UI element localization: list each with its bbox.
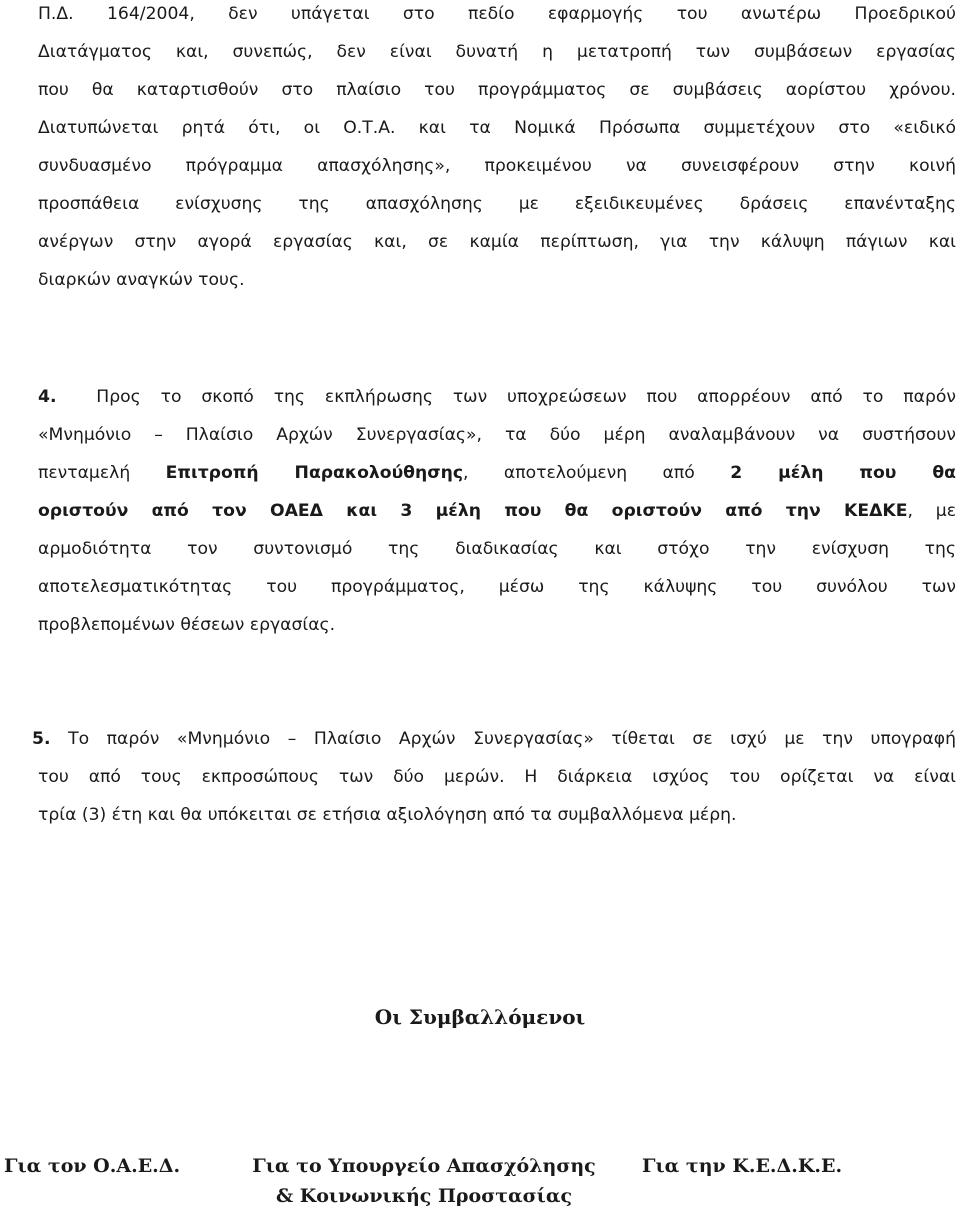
- bold-run: οριστούν από τον ΟΑΕΔ και 3 μέλη που θα οριστούν από την ΚΕΔΚΕ: [38, 501, 908, 521]
- text-line: αρμοδιότητα τον συντονισμό της διαδικασίας και στόχο την ενίσχυση της: [38, 539, 956, 559]
- text-run: Προς το σκοπό της εκπλήρωσης των υποχρεώσεων που απορρέουν από το παρόν: [96, 387, 956, 407]
- text-line: συνδυασμένο πρόγραμμα απασχόλησης», προκειμένου να συνεισφέρουν στην κοινή: [38, 156, 956, 176]
- bold-run: 2 μέλη που θα: [730, 463, 956, 483]
- text-line: του από τους εκπροσώπους των δύο μερών. Η διάρκεια ισχύος του ορίζεται να είναι: [38, 767, 956, 787]
- text-line: διαρκών αναγκών τους.: [38, 270, 245, 290]
- text-line: [38, 492, 956, 530]
- text-line: [38, 454, 956, 492]
- paragraph-number: 4.: [38, 387, 57, 407]
- text-line: Π.Δ. 164/2004, δεν υπάγεται στο πεδίο εφαρμογής του ανωτέρω Προεδρικού: [38, 4, 956, 24]
- text-line: που θα καταρτισθούν στο πλαίσιο του προγράμματος σε συμβάσεις αορίστου χρόνου.: [38, 80, 956, 100]
- text-line: Διατυπώνεται ρητά ότι, οι Ο.Τ.Α. και τα Νομικά Πρόσωπα συμμετέχουν στο «ειδικό: [38, 118, 956, 138]
- text-line: προσπάθεια ενίσχυσης της απασχόλησης με εξειδικευμένες δράσεις επανένταξης: [38, 194, 956, 214]
- text-line: Διατάγματος και, συνεπώς, δεν είναι δυνατή η μετατροπή των συμβάσεων εργασίας: [38, 42, 956, 62]
- text-line: ανέργων στην αγορά εργασίας και, σε καμία περίπτωση, για την κάλυψη πάγιων και: [38, 232, 956, 252]
- signature-ministry-line2: & Κοινωνικής Προστασίας: [275, 1185, 573, 1207]
- text-line: [32, 720, 956, 758]
- text-run: , με: [907, 501, 956, 521]
- text-run: Το παρόν «Μνημόνιο – Πλαίσιο Αρχών Συνεργασίας» τίθεται σε ισχύ με την υπογραφή: [68, 729, 956, 749]
- paragraph-4: [38, 378, 956, 644]
- closing-heading: Οι Συμβαλλόμενοι: [374, 1005, 586, 1029]
- signature-oaed: Για τον Ο.Α.Ε.Δ.: [4, 1155, 181, 1177]
- paragraph-5: [32, 720, 956, 834]
- signature-ministry-line1: Για το Υπουργείο Απασχόλησης: [252, 1155, 596, 1177]
- text-line: τρία (3) έτη και θα υπόκειται σε ετήσια αξιολόγηση από τα συμβαλλόμενα μέρη.: [38, 805, 737, 825]
- committee-name: Επιτροπή Παρακολούθησης: [165, 463, 464, 483]
- text-line: [38, 378, 956, 416]
- paragraph-intro: [38, 0, 956, 299]
- text-line: «Μνημόνιο – Πλαίσιο Αρχών Συνεργασίας», τα δύο μέρη αναλαμβάνουν να συστήσουν: [38, 425, 956, 445]
- text-run: , αποτελούμενη από: [463, 463, 695, 483]
- paragraph-number: 5.: [32, 729, 51, 749]
- text-line: προβλεπομένων θέσεων εργασίας.: [38, 615, 336, 635]
- signature-kedke: Για την Κ.Ε.Δ.Κ.Ε.: [642, 1155, 843, 1177]
- signature-ministry: [238, 1151, 610, 1211]
- text-line: αποτελεσματικότητας του προγράμματος, μέσω της κάλυψης του συνόλου των: [38, 577, 956, 597]
- text-run: πενταμελή: [38, 463, 131, 483]
